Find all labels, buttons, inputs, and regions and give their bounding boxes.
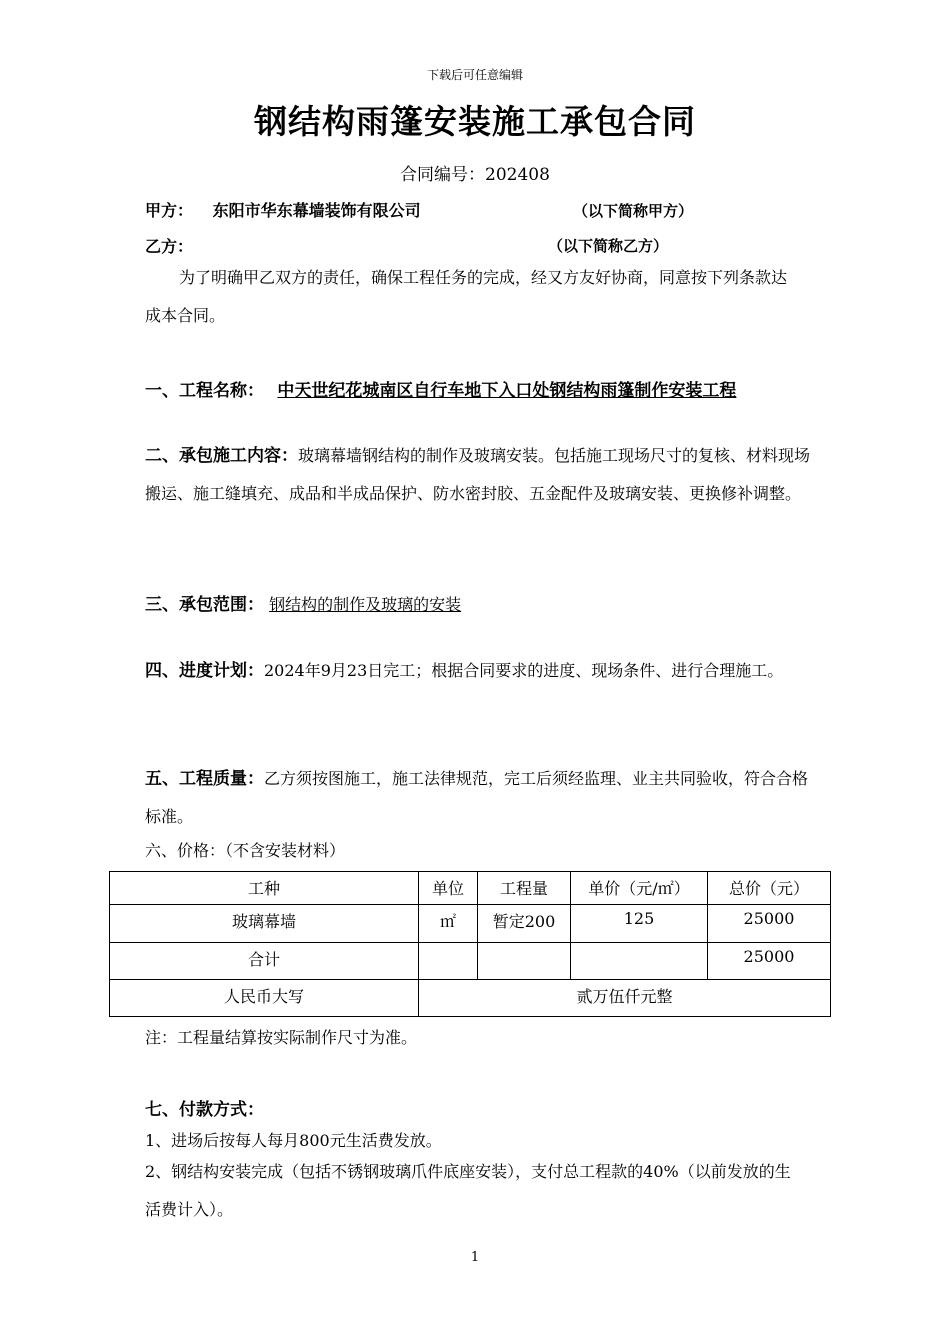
section-4-heading: 四、进度计划：	[145, 661, 264, 681]
intro-paragraph: 为了明确甲乙双方的责任，确保工程任务的完成，经又方友好协商，同意按下列条款达成本合同。	[145, 268, 788, 325]
table-header-cell: 单位	[419, 872, 478, 905]
party-a-name: 东阳市华东幕墙装饰有限公司	[212, 201, 421, 220]
party-a-short: （以下简称甲方）	[573, 202, 694, 220]
section-3-content: 钢结构的制作及玻璃的安装	[269, 595, 462, 614]
table-total-row	[110, 943, 831, 980]
party-b-short: （以下简称乙方）	[548, 237, 669, 255]
section-2-content: 玻璃幕墙钢结构的制作及玻璃安装。包括施工现场尺寸的复核、材料现场搬运、施工缝填充、成品和半成品保护、防水密封胶、五金配件及玻璃安装、更换修补调整。	[145, 446, 811, 503]
table-header-row	[110, 872, 831, 905]
party-b-label: 乙方：	[145, 237, 194, 256]
section-2-heading: 二、承包施工内容：	[145, 446, 298, 466]
party-a-line	[145, 198, 421, 221]
table-cell: 125	[571, 905, 708, 943]
section-1-content: 中天世纪花城南区自行车地下入口处钢结构雨篷制作安装工程	[277, 381, 737, 401]
contract-number: 合同编号：202408	[400, 165, 550, 185]
table-cell: 暂定200	[478, 905, 571, 943]
table-cell: 玻璃幕墙	[110, 905, 419, 943]
table-note: 注：工程量结算按实际制作尺寸为准。	[145, 1028, 418, 1047]
section-5-content: 乙方须按图施工，施工法律规范，完工后须经监理、业主共同验收，符合合格标准。	[145, 769, 809, 826]
section-2	[145, 437, 825, 513]
section-4-content: 2024年9月23日完工；根据合同要求的进度、现场条件、进行合理施工。	[264, 661, 784, 680]
section-1-heading: 一、工程名称：	[145, 381, 264, 401]
table-cell	[478, 943, 571, 980]
total-value: 25000	[708, 943, 831, 980]
section-6-heading: 六、价格：（不含安装材料）	[145, 841, 346, 860]
table-header-cell: 工程量	[478, 872, 571, 905]
document-title: 钢结构雨篷安装施工承包合同	[254, 102, 696, 141]
section-5-heading: 五、工程质量：	[145, 769, 264, 789]
table-rmb-row	[110, 980, 831, 1017]
table-cell	[419, 943, 478, 980]
table-cell: 25000	[708, 905, 831, 943]
table-row	[110, 905, 831, 943]
table-cell	[571, 943, 708, 980]
payment-item-2: 2、钢结构安装完成（包括不锈钢玻璃爪件底座安装），支付总工程款的40%（以前发放的生活费计入）。	[145, 1162, 791, 1219]
total-label: 合计	[110, 943, 419, 980]
section-1	[145, 376, 736, 401]
party-a-label: 甲方：	[145, 201, 194, 220]
section-5	[145, 760, 810, 836]
rmb-label: 人民币大写	[110, 980, 419, 1017]
rmb-value: 贰万伍仟元整	[419, 980, 831, 1017]
table-header-cell: 单价（元/㎡）	[571, 872, 708, 905]
section-4	[145, 652, 800, 690]
section-3	[145, 590, 475, 615]
table-cell: ㎡	[419, 905, 478, 943]
page-number: 1	[470, 1250, 480, 1265]
section-7-heading: 七、付款方式：	[145, 1100, 264, 1120]
table-header-cell: 工种	[110, 872, 419, 905]
section-3-heading: 三、承包范围：	[145, 595, 264, 615]
table-header-cell: 总价（元）	[708, 872, 831, 905]
payment-item-1: 1、进场后按每人每月800元生活费发放。	[145, 1131, 442, 1150]
header-note: 下载后可任意编辑	[426, 68, 523, 82]
price-table	[109, 871, 831, 1017]
